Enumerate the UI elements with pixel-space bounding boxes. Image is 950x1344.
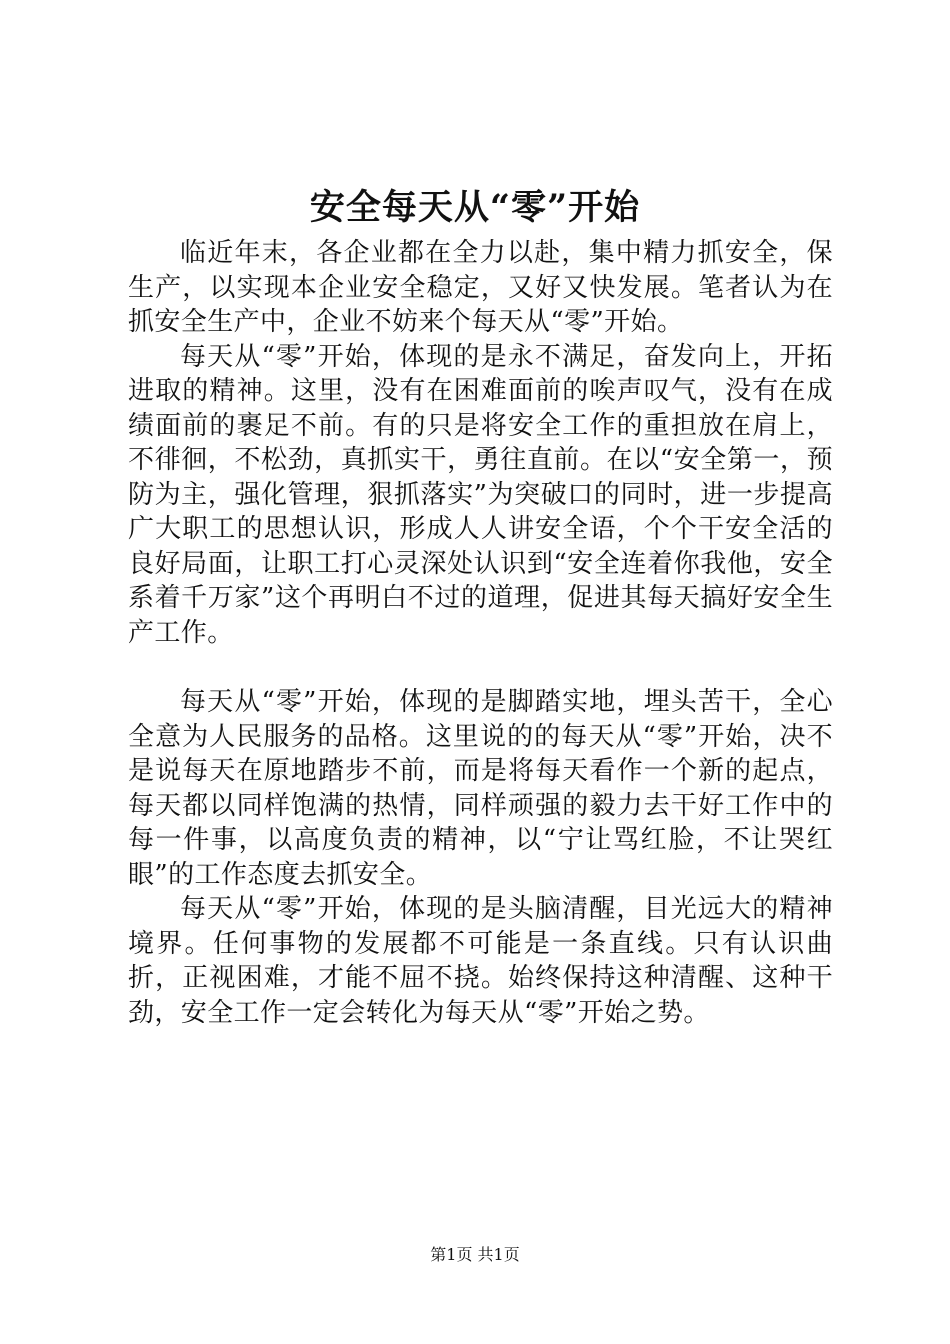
paragraph-intro: 临近年末，各企业都在全力以赴，集中精力抓安全，保生产，以实现本企业安全稳定，又好又快发展。笔者认为在抓安全生产中，企业不妨来个每天从“零”开始。: [128, 238, 833, 337]
page-footer: 第1页 共1页: [430, 1245, 520, 1264]
document-body: [128, 236, 833, 1030]
document-title: 安全每天从“零”开始: [309, 187, 641, 228]
paragraph-vision: 每天从“零”开始，体现的是头脑清醒，目光远大的精神境界。任何事物的发展都不可能是一条直线。只有认识曲折，正视困难，才能不屈不挠。始终保持这种清醒、这种干劲，安全工作一定会转化为每天从“零”开始之势。: [128, 894, 833, 1028]
paragraph-spirit: 每天从“零”开始，体现的是永不满足，奋发向上，开拓进取的精神。这里，没有在困难面前的唉声叹气，没有在成绩面前的裹足不前。有的只是将安全工作的重担放在肩上，不徘徊，不松劲，真抓实干，勇往直前。在以“安全第一，预防为主，强化管理，狠抓落实”为突破口的同时，进一步提高广大职工的思想认识，形成人人讲安全语，个个干安全活的良好局面，让职工打心灵深处认识到“安全连着你我他，安全系着千万家”这个再明白不过的道理，促进其每天搞好安全生产工作。: [128, 341, 833, 648]
paragraph-character: 每天从“零”开始，体现的是脚踏实地，埋头苦干，全心全意为人民服务的品格。这里说的的每天从“零”开始，决不是说每天在原地踏步不前，而是将每天看作一个新的起点，每天都以同样饱满的热情，同样顽强的毅力去干好工作中的每一件事，以高度负责的精神，以“宁让骂红脸，不让哭红眼”的工作态度去抓安全。: [128, 687, 833, 890]
